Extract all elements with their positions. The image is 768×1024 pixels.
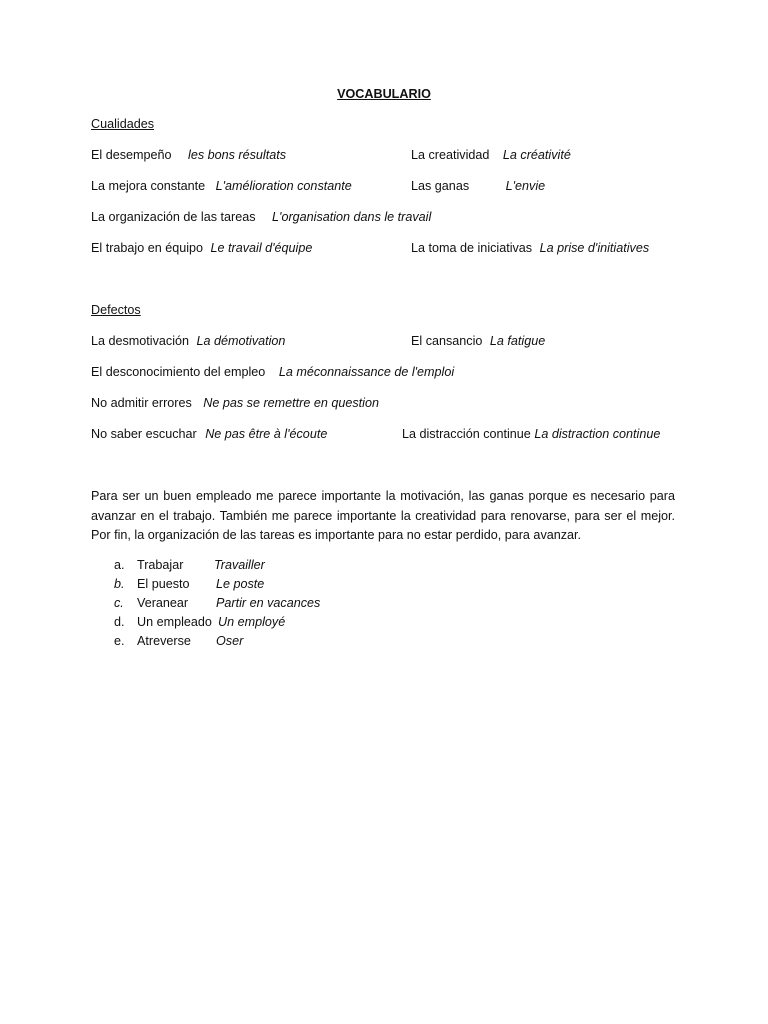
french-term: L'amélioration constante <box>215 179 352 193</box>
spanish-term: Atreverse <box>137 634 191 648</box>
french-term: Partir en vacances <box>216 596 321 610</box>
list-item <box>114 556 320 575</box>
list-marker: d. <box>114 615 125 629</box>
list-item <box>114 632 320 651</box>
french-term: L'envie <box>505 179 546 193</box>
vocab-row <box>91 148 286 162</box>
spanish-term: La mejora constante <box>91 179 206 193</box>
document-title: VOCABULARIO <box>337 87 431 101</box>
list-item <box>114 575 320 594</box>
french-term: La démotivation <box>196 334 286 348</box>
french-term: La distraction continue <box>534 427 661 441</box>
vocab-row <box>91 427 327 441</box>
french-term: La fatigue <box>489 334 546 348</box>
french-term: Ne pas se remettre en question <box>203 396 379 410</box>
vocab-row <box>91 210 431 224</box>
french-term: La prise d'initiatives <box>539 241 650 255</box>
list-marker: b. <box>114 577 125 591</box>
spanish-term: Un empleado <box>137 615 212 629</box>
spanish-term: Trabajar <box>137 558 184 572</box>
french-term: La méconnaissance de l'emploi <box>278 365 455 379</box>
french-term: les bons résultats <box>188 148 287 162</box>
vocab-row <box>91 396 379 410</box>
french-term: Le travail d'équipe <box>210 241 313 255</box>
vocab-list <box>114 556 320 651</box>
vocab-row <box>91 179 352 193</box>
list-marker: e. <box>114 634 125 648</box>
vocab-row-right <box>411 334 545 348</box>
french-term: La créativité <box>502 148 571 162</box>
spanish-term: La distracción continue <box>402 427 531 441</box>
spanish-term: La organización de las tareas <box>91 210 256 224</box>
vocab-row-right <box>411 241 649 255</box>
vocab-row-right <box>411 148 571 162</box>
spanish-term: La toma de iniciativas <box>411 241 533 255</box>
vocab-row <box>91 365 454 379</box>
list-item <box>114 594 320 613</box>
list-marker: c. <box>114 596 124 610</box>
french-term: Oser <box>216 634 244 648</box>
spanish-term: El puesto <box>137 577 190 591</box>
spanish-term: El desempeño <box>91 148 172 162</box>
vocab-row-right <box>402 427 660 441</box>
spanish-term: La creatividad <box>411 148 490 162</box>
spanish-term: El desconocimiento del empleo <box>91 365 266 379</box>
spanish-term: Las ganas <box>411 179 470 193</box>
spanish-term: Veranear <box>137 596 189 610</box>
spanish-term: No admitir errores <box>91 396 192 410</box>
vocab-row <box>91 334 285 348</box>
french-term: Le poste <box>216 577 265 591</box>
french-term: Ne pas être à l'écoute <box>205 427 328 441</box>
defectos-heading: Defectos <box>91 303 141 317</box>
french-term: Un employé <box>218 615 286 629</box>
spanish-term: El trabajo en équipo <box>91 241 204 255</box>
spanish-term: La desmotivación <box>91 334 190 348</box>
list-item <box>114 613 320 632</box>
body-paragraph: Para ser un buen empleado me parece importante la motivación, las ganas porque es necesario para avanzar en el trabajo. También me parece importante la creatividad para renovarse, para ser el mejor. Por fin, la organización de las tareas es importante para no estar perdido, para avanzar. <box>91 489 675 542</box>
french-term: Travailler <box>214 558 265 572</box>
spanish-term: No saber escuchar <box>91 427 197 441</box>
spanish-term: El cansancio <box>411 334 483 348</box>
list-marker: a. <box>114 558 125 572</box>
cualidades-heading: Cualidades <box>91 117 155 131</box>
vocab-row <box>91 241 312 255</box>
french-term: L'organisation dans le travail <box>272 210 432 224</box>
vocab-row-right <box>411 179 545 193</box>
